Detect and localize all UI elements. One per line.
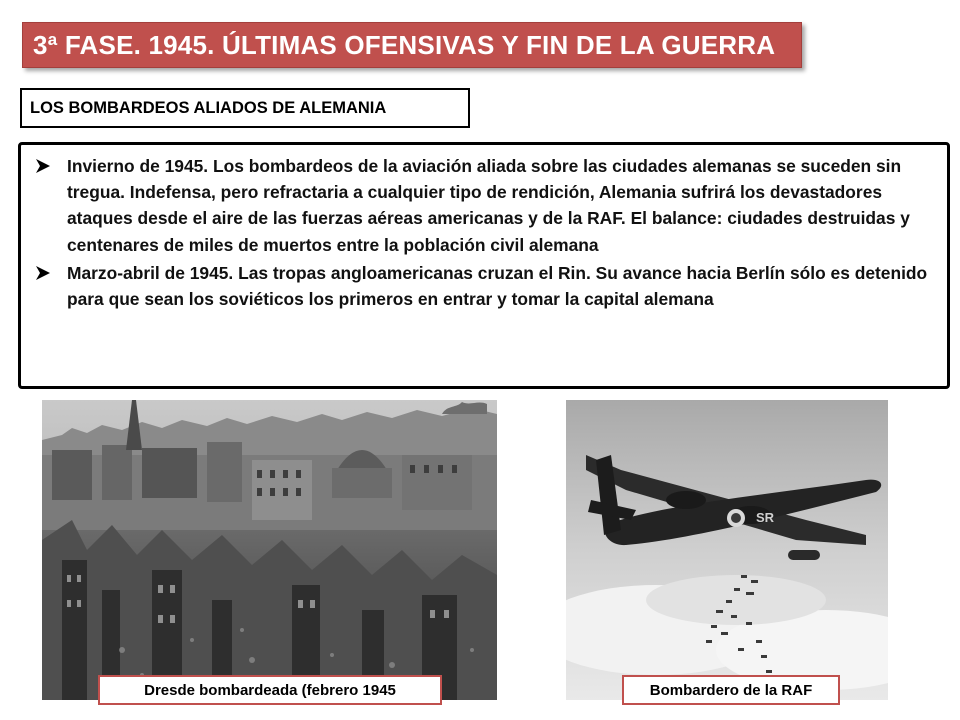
dresden-ruins-photo <box>42 400 497 700</box>
slide-title: 3ª FASE. 1945. ÚLTIMAS OFENSIVAS Y FIN DE LA GUERRA <box>33 29 776 60</box>
dresden-caption-text: Dresde bombardeada (febrero 1945 <box>144 681 396 699</box>
section-subtitle-box <box>20 88 470 128</box>
section-subtitle: LOS BOMBARDEOS ALIADOS DE ALEMANIA <box>30 98 387 117</box>
bullet-text: Invierno de 1945. Los bombardeos de la aviación aliada sobre las ciudades alemanas se suceden sin tregua. Indefensa, pero refractaria a cualquier tipo de rendición, Alemania sufrirá los devastadores ataques desde el aire de las fuerzas aéreas americanas y de la RAF. El balance: ciudades destruidas y centenares de miles de muertos entre la población civil alemana <box>67 156 910 255</box>
slide-title-banner <box>22 22 802 68</box>
bomber-caption-text: Bombardero de la RAF <box>649 681 813 699</box>
content-text-box <box>18 142 950 389</box>
arrow-bullet-icon <box>33 260 59 286</box>
bomber-caption <box>622 675 840 705</box>
raf-bomber-photo <box>566 400 888 700</box>
bullet-item <box>33 153 937 258</box>
bullet-item <box>33 260 937 312</box>
bomber-marking: SR <box>756 510 775 525</box>
bullet-text: Marzo-abril de 1945. Las tropas angloamericanas cruzan el Rin. Su avance hacia Berlín sólo es detenido para que sean los soviéticos los primeros en entrar y tomar la capital alemana <box>67 262 928 310</box>
dresden-caption <box>98 675 442 705</box>
arrow-bullet-icon <box>33 153 59 179</box>
